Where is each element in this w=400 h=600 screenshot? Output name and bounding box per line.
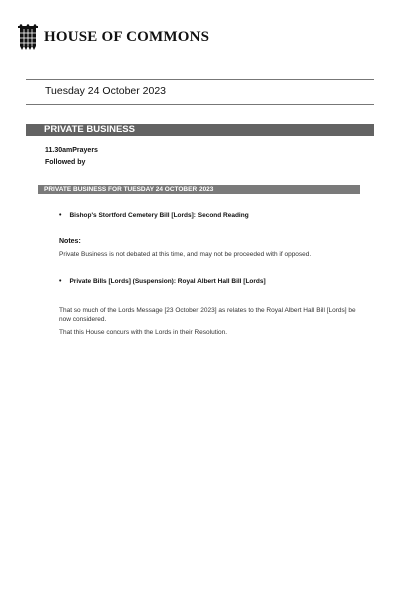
section-header (26, 124, 374, 136)
house-title: HOUSE OF COMMONS (44, 28, 210, 45)
bullet-icon: • (59, 212, 62, 219)
business-item-text: Bishop's Stortford Cemetery Bill [Lords]: Second Reading (69, 212, 249, 219)
bullet-icon: • (59, 278, 62, 285)
divider-bottom (26, 104, 374, 105)
notes-body: Private Business is not debated at this time, and may not be proceeded with if opposed. (59, 251, 312, 258)
prayers-time: 11.30am (45, 147, 73, 154)
motion-paragraph: That this House concurs with the Lords in their Resolution. (59, 329, 228, 336)
section-title: PRIVATE BUSINESS (44, 124, 135, 135)
divider-top (26, 79, 374, 80)
business-item (59, 212, 249, 220)
house-of-commons-logo (18, 24, 209, 50)
followed-by: Followed by (45, 159, 86, 166)
business-item-text: Private Bills [Lords] (Suspension): Royal Albert Hall Bill [Lords] (69, 278, 266, 285)
sitting-date: Tuesday 24 October 2023 (45, 85, 167, 97)
motion-paragraph: That so much of the Lords Message [23 October 2023] as relates to the Royal Albert Hall Bill [Lords] be now considered. (59, 307, 356, 323)
prayers-line (45, 147, 98, 154)
notes-heading: Notes: (59, 238, 81, 245)
prayers-label: Prayers (72, 147, 98, 154)
subsection-title: PRIVATE BUSINESS FOR TUESDAY 24 OCTOBER 2023 (44, 186, 214, 193)
business-item (59, 278, 266, 286)
subsection-header (38, 185, 360, 194)
portcullis-icon (18, 24, 38, 50)
